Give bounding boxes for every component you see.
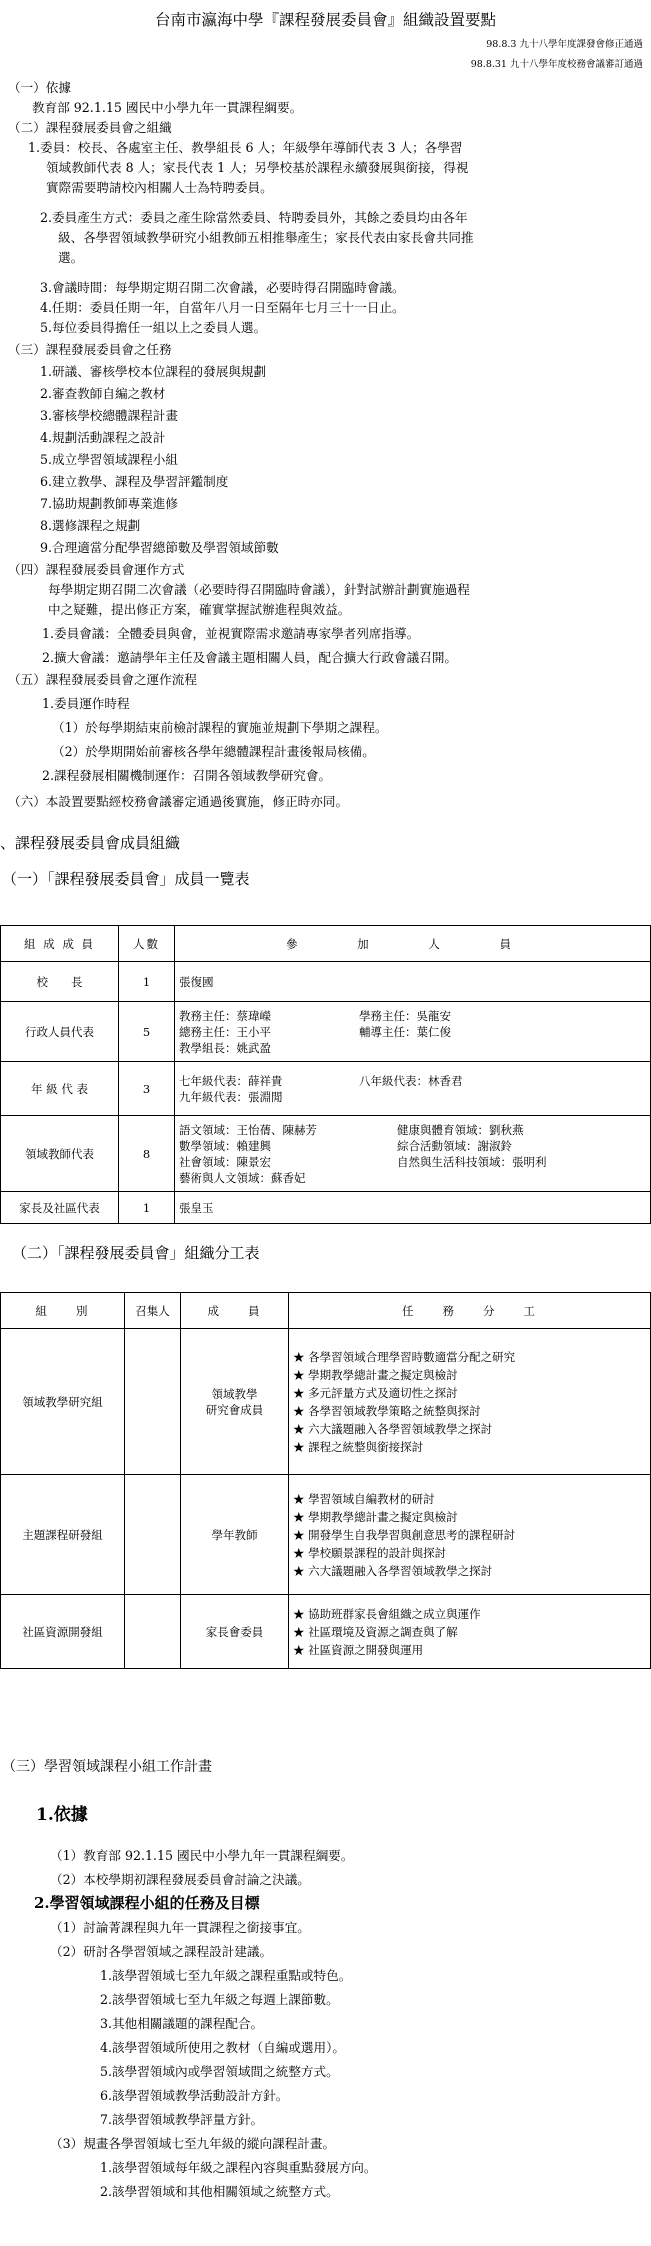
count-cell: 1 xyxy=(119,1192,175,1224)
text-line: 2.該學習領域和其他相關領域之統整方式。 xyxy=(100,2184,339,2199)
task: 各學習領域教學策略之統整與探討 xyxy=(308,1403,481,1418)
column-header: 組 成 成 員 xyxy=(1,926,119,962)
member: 輔導主任：葉仁俊 xyxy=(359,1024,451,1039)
star-icon: ★ xyxy=(293,1606,305,1621)
text-line: （1）教育部 92.1.15 國民中小學九年一貫課程綱要。 xyxy=(50,1848,354,1863)
members-cell xyxy=(175,1002,651,1062)
table-row xyxy=(1,962,651,1002)
text-line: 級、各學習領域教學研究小組教師五相推舉產生；家長代表由家長會共同推 xyxy=(58,230,474,245)
text-line: 實際需要聘請校內相關人士為特聘委員。 xyxy=(46,180,273,195)
section-heading: （三）課程發展委員會之任務 xyxy=(8,342,172,357)
text-line: （2）本校學期初課程發展委員會討論之決議。 xyxy=(50,1872,310,1887)
task: 學期教學總計畫之擬定與檢討 xyxy=(308,1367,458,1382)
star-icon: ★ xyxy=(293,1527,305,1542)
star-icon: ★ xyxy=(293,1367,305,1382)
group-cell: 家長及社區代表 xyxy=(1,1192,119,1224)
revision-note-2: 98.8.31 九十八學年度校務會議審訂通過 xyxy=(470,59,643,70)
section-heading: （五）課程發展委員會之運作流程 xyxy=(8,672,197,687)
text-line: 選。 xyxy=(58,250,84,265)
member: 九年級代表：張淵閒 xyxy=(179,1089,283,1104)
tasks-cell xyxy=(289,1329,651,1475)
members-cell: 張皇玉 xyxy=(175,1192,651,1224)
task: 六大議題融入各學習領域教學之探討 xyxy=(308,1421,493,1436)
members-cell: 家長會委員 xyxy=(181,1595,289,1669)
text-line: 4.任期：委員任期一年，自當年八月一日至隔年七月三十一日止。 xyxy=(40,300,405,315)
text-line: 3.會議時間：每學期定期召開二次會議，必要時得召開臨時會議。 xyxy=(40,280,405,295)
task: 學期教學總計畫之擬定與檢討 xyxy=(308,1509,458,1524)
task: 各學習領域合理學習時數適當分配之研究 xyxy=(308,1349,516,1364)
text-line: 中之疑難，提出修正方案，確實掌握試辦進程與效益。 xyxy=(48,602,351,617)
text-line: 3.審核學校總體課程計畫 xyxy=(40,408,178,423)
member: 總務主任：王小平 xyxy=(179,1024,271,1039)
member: 藝術與人文領域：蘇香妃 xyxy=(179,1170,306,1185)
task: 協助班群家長會組織之成立與運作 xyxy=(308,1606,481,1621)
revision-note-1: 98.8.3 九十八學年度課發會修正通過 xyxy=(486,39,643,50)
members-table xyxy=(0,925,651,1224)
text-line: 4.規劃活動課程之設計 xyxy=(40,430,166,445)
text-line: 1.委員：校長、各處室主任、教學組長 6 人；年級學年導師代表 3 人；各學習 xyxy=(28,140,463,155)
text-line: 2.擴大會議：邀請學年主任及會議主題相關人員，配合擴大行政會議召開。 xyxy=(42,650,458,665)
column-header: 召集人 xyxy=(125,1293,181,1329)
tasks-cell xyxy=(289,1595,651,1669)
text-line: （1）於每學期結束前檢討課程的實施並規劃下學期之課程。 xyxy=(52,720,388,735)
text-line: 5.成立學習領域課程小組 xyxy=(40,452,178,467)
table-header-row xyxy=(1,926,651,962)
count-cell: 5 xyxy=(119,1002,175,1062)
convener-cell xyxy=(125,1475,181,1595)
star-icon: ★ xyxy=(293,1421,305,1436)
count-cell: 3 xyxy=(119,1062,175,1116)
column-header: 參 加 人 員 xyxy=(175,926,651,962)
members-cell: 張復國 xyxy=(175,962,651,1002)
text-line: （1）討論菁課程與九年一貫課程之銜接事宜。 xyxy=(50,1920,310,1935)
table-row xyxy=(1,1062,651,1116)
member: 數學領域：賴建興 xyxy=(179,1138,271,1153)
text-line: （2）於學期開始前審核各學年總體課程計畫後報局核備。 xyxy=(52,744,375,759)
task: 學習領域自編教材的研討 xyxy=(308,1491,435,1506)
text-line: 教育部 92.1.15 國民中小學九年一貫課程綱要。 xyxy=(32,100,303,115)
division-table xyxy=(0,1292,651,1669)
part-heading: 、課程發展委員會成員組織 xyxy=(0,834,181,852)
members-cell xyxy=(175,1116,651,1192)
star-icon: ★ xyxy=(293,1624,305,1639)
member: 學務主任：吳龍安 xyxy=(359,1008,451,1023)
text-line: 7.協助規劃教師專業進修 xyxy=(40,496,178,511)
section3-h2: 2.學習領域課程小組的任務及目標 xyxy=(34,1894,260,1912)
text-line: 4.該學習領域所使用之教材（自編或選用）。 xyxy=(100,2040,345,2055)
member: 八年級代表：林香君 xyxy=(359,1073,463,1088)
text-line: 2.該學習領域七至九年級之每週上課節數。 xyxy=(100,1992,339,2007)
table-row xyxy=(1,1192,651,1224)
star-icon: ★ xyxy=(293,1491,305,1506)
text-line: （3）規畫各學習領域七至九年級的縱向課程計畫。 xyxy=(50,2136,336,2151)
text-line: 8.選修課程之規劃 xyxy=(40,518,141,533)
page-title: 台南市瀛海中學『課程發展委員會』組織設置要點 xyxy=(154,11,496,29)
table2-title: （二）「課程發展委員會」組織分工表 xyxy=(12,1244,260,1262)
star-icon: ★ xyxy=(293,1403,305,1418)
member: 教學組長：姚武盈 xyxy=(179,1040,271,1055)
member-line: 研究會成員 xyxy=(205,1402,264,1417)
tasks-cell xyxy=(289,1475,651,1595)
star-icon: ★ xyxy=(293,1439,305,1454)
text-line: （2）研討各學習領域之課程設計建議。 xyxy=(50,1944,273,1959)
text-line: 2.課程發展相關機制運作：召開各領域教學研究會。 xyxy=(42,768,332,783)
text-line: 領域教師代表 8 人；家長代表 1 人；另學校基於課程永續發展與銜接，得視 xyxy=(46,160,469,175)
members-cell xyxy=(181,1329,289,1475)
column-header: 人數 xyxy=(119,926,175,962)
text-line: 6.該學習領域教學活動設計方針。 xyxy=(100,2088,289,2103)
section-heading: （一）依據 xyxy=(8,80,71,95)
star-icon: ★ xyxy=(293,1545,305,1560)
star-icon: ★ xyxy=(293,1509,305,1524)
star-icon: ★ xyxy=(293,1385,305,1400)
group-cell: 年 級 代 表 xyxy=(1,1062,119,1116)
table-row xyxy=(1,1329,651,1475)
text-line: 5.每位委員得擔任一組以上之委員人選。 xyxy=(40,320,267,335)
group-cell: 行政人員代表 xyxy=(1,1002,119,1062)
column-header: 成 員 xyxy=(181,1293,289,1329)
table-row xyxy=(1,1002,651,1062)
section-heading: （六）本設置要點經校務會議審定通過後實施，修正時亦同。 xyxy=(8,794,349,809)
task: 開發學生自我學習與創意思考的課程研討 xyxy=(308,1527,516,1542)
convener-cell xyxy=(125,1595,181,1669)
text-line: 1.委員運作時程 xyxy=(42,696,130,711)
section3-heading: （三）學習領域課程小組工作計畫 xyxy=(2,1759,212,1775)
count-cell: 1 xyxy=(119,962,175,1002)
member: 綜合活動領域：謝淑鈴 xyxy=(397,1138,512,1153)
member-line: 領域教學 xyxy=(211,1386,258,1401)
group-cell: 校 長 xyxy=(1,962,119,1002)
table-row xyxy=(1,1595,651,1669)
table1-title: （一）「課程發展委員會」成員一覽表 xyxy=(2,870,250,888)
task: 學校願景課程的設計與探討 xyxy=(308,1545,447,1560)
task: 課程之統整與銜接探討 xyxy=(308,1439,424,1454)
count-cell: 8 xyxy=(119,1116,175,1192)
text-line: 9.合理適當分配學習總節數及學習領域節數 xyxy=(40,540,279,555)
task: 社區資源之開發與運用 xyxy=(308,1642,424,1657)
table-header-row xyxy=(1,1293,651,1329)
section-heading: （二）課程發展委員會之組織 xyxy=(8,120,172,135)
text-line: 1.該學習領域七至九年級之課程重點或特色。 xyxy=(100,1968,352,1983)
members-cell xyxy=(175,1062,651,1116)
text-line: 2.委員產生方式：委員之產生除當然委員、特聘委員外，其餘之委員均由各年 xyxy=(40,210,468,225)
member: 語文領域：王怡蒨、陳赫芳 xyxy=(179,1122,317,1137)
group-cell: 主題課程研發組 xyxy=(1,1475,125,1595)
text-line: 1.研議、審核學校本位課程的發展與規劃 xyxy=(40,364,267,379)
member: 教務主任：蔡瑋嶸 xyxy=(179,1008,271,1023)
column-header: 組 別 xyxy=(1,1293,125,1329)
text-line: 1.委員會議：全體委員與會，並視實際需求邀請專家學者列席指導。 xyxy=(42,626,420,641)
star-icon: ★ xyxy=(293,1349,305,1364)
table-row xyxy=(1,1116,651,1192)
member: 七年級代表：薛祥貴 xyxy=(179,1073,283,1088)
star-icon: ★ xyxy=(293,1642,305,1657)
section-heading: （四）課程發展委員會運作方式 xyxy=(8,562,185,577)
text-line: 1.該學習領域每年級之課程內容與重點發展方向。 xyxy=(100,2160,377,2175)
text-line: 7.該學習領域教學評量方針。 xyxy=(100,2112,264,2127)
text-line: 5.該學習領域內或學習領域間之統整方式。 xyxy=(100,2064,339,2079)
convener-cell xyxy=(125,1329,181,1475)
section3-h1: 1.依據 xyxy=(36,1805,88,1825)
column-header: 任 務 分 工 xyxy=(289,1293,651,1329)
group-cell: 領域教師代表 xyxy=(1,1116,119,1192)
member: 健康與體育領域：劉秋燕 xyxy=(397,1122,524,1137)
text-line: 6.建立教學、課程及學習評鑑制度 xyxy=(40,474,229,489)
member: 社會領域：陳景宏 xyxy=(179,1154,271,1169)
text-line: 2.審查教師自編之教材 xyxy=(40,386,166,401)
task: 社區環境及資源之調查與了解 xyxy=(308,1624,458,1639)
table-row xyxy=(1,1475,651,1595)
text-line: 3.其他相關議題的課程配合。 xyxy=(100,2016,264,2031)
star-icon: ★ xyxy=(293,1563,305,1578)
members-cell: 學年教師 xyxy=(181,1475,289,1595)
task: 多元評量方式及適切性之探討 xyxy=(308,1385,458,1400)
group-cell: 領域教學研究組 xyxy=(1,1329,125,1475)
group-cell: 社區資源開發組 xyxy=(1,1595,125,1669)
task: 六大議題融入各學習領域教學之探討 xyxy=(308,1563,493,1578)
text-line: 每學期定期召開二次會議（必要時得召開臨時會議），針對試辦計劃實施過程 xyxy=(48,582,470,597)
member: 自然與生活科技領域：張明利 xyxy=(397,1154,547,1169)
